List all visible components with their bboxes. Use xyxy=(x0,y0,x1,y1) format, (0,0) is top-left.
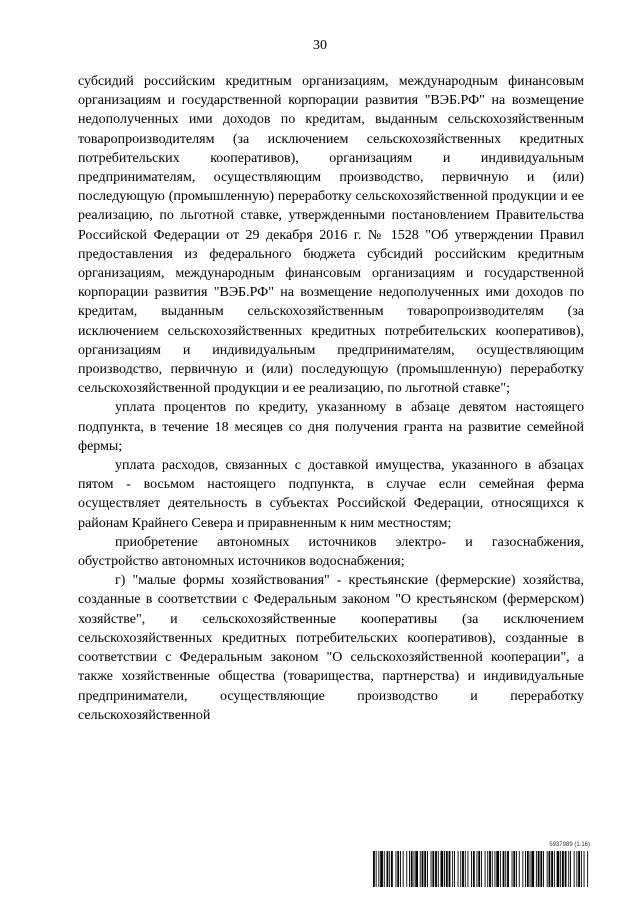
paragraph-small-business-definition: г) "малые формы хозяйствования" - крестьянские (фермерские) хозяйства, созданные в соответствии с Федеральным законом "О крестьянском (фермерском) хозяйстве", и сельскохозяйственные кооперативы (за исключением сельскохозяйственных кредитных потребительских кооперативов), созданные в соответствии с Федеральным законом "О сельскохозяйственной кооперации", а также хозяйственные общества (товарищества, партнерства) и индивидуальные предприниматели, осуществляющие производство и переработку сельскохозяйственной xyxy=(78,573,584,723)
paragraph-delivery-costs: уплата расходов, связанных с доставкой имущества, указанного в абзацах пятом - восьмом настоящего подпункта, в случае если семейная ферма осуществляет деятельность в субъектах Российской Федерации, относящихся к районам Крайнего Севера и приравненным к ним местностям; xyxy=(78,458,584,531)
barcode-number: 5937989 (1.16) xyxy=(549,842,590,848)
paragraph-autonomous-sources: приобретение автономных источников электро- и газоснабжения, обустройство автономных источников водоснабжения; xyxy=(78,534,584,570)
document-barcode-block xyxy=(372,842,590,887)
paragraph-interest-payment: уплата процентов по кредиту, указанному в абзаце девятом настоящего подпункта, в течение 18 месяцев со дня получения гранта на развитие семейной фермы; xyxy=(78,400,584,454)
document-body xyxy=(78,72,584,725)
page-number: 30 xyxy=(313,38,327,53)
barcode-image xyxy=(372,851,590,887)
paragraph-continuation: субсидий российским кредитным организациям, международным финансовым организациям и государственной корпорации развития "ВЭБ.РФ" на возмещение недополученных ими доходов по кредитам, выданным сельскохозяйственным товаропроизводителям (за исключением сельскохозяйственных кредитных потребительских кооперативов), организациям и индивидуальным предпринимателям, осуществляющим производство, первичную и (или) последующую (промышленную) переработку сельскохозяйственной продукции и ее реализацию, по льготной ставке, утвержденными постановлением Правительства Российской Федерации от 29 декабря 2016 г. № 1528 "Об утверждении Правил предоставления из федерального бюджета субсидий российским кредитным организациям, международным финансовым организациям и государственной корпорации развития "ВЭБ.РФ" на возмещение недополученных ими доходов по кредитам, выданным сельскохозяйственным товаропроизводителям (за исключением сельскохозяйственных кредитных потребительских кооперативов), организациям и индивидуальным предпринимателям, осуществляющим производство, первичную и (или) последующую (промышленную) переработку сельскохозяйственной продукции и ее реализацию, по льготной ставке"; xyxy=(78,74,584,397)
